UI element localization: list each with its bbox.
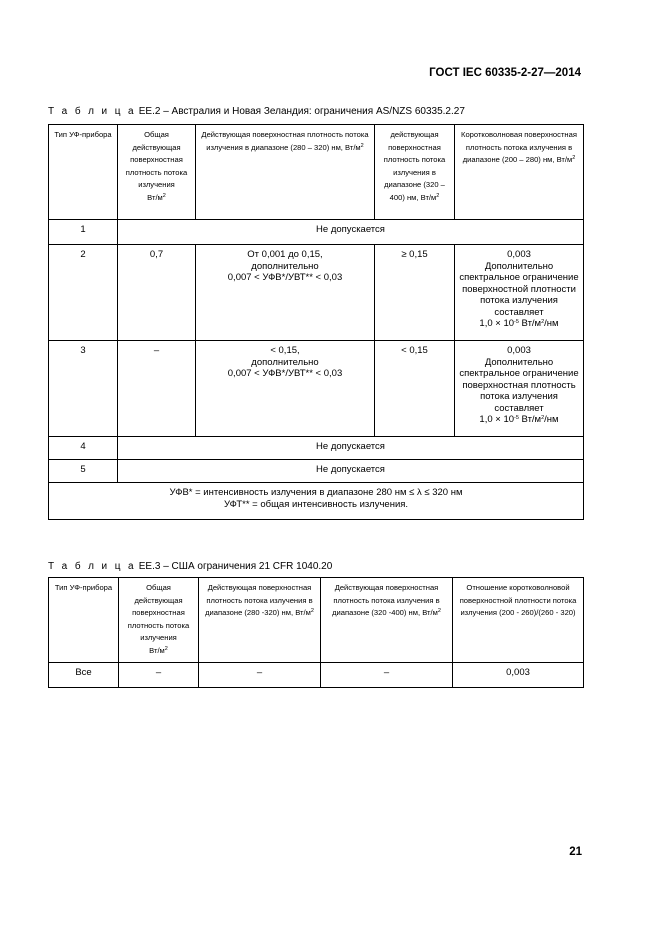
table2-header-320-400: Действующая поверхностная плотность потока излучения в диапазоне (320 -400) нм, $Вт/м^2$: [321, 578, 453, 663]
table1-r2-total: 0,7: [118, 245, 196, 341]
table1-r3-total: –: [118, 341, 196, 437]
table-ee2: [48, 124, 584, 520]
table1-header-200-280: Коротковолновая поверхностная плотность потока излучения в диапазоне (200 – 280) нм, $Вт/м^2$: [455, 125, 584, 220]
table2-row-320-400: –: [321, 663, 453, 688]
table1-header-total: Общая действующая поверхностная плотность потока излучения $Вт/м^2$: [118, 125, 196, 220]
table1-footnotes: [49, 483, 584, 520]
table1-r3-280-320: < 0,15, дополнительно 0,007 < УФВ*/УВТ** < 0,03: [196, 341, 375, 437]
table1-r1-merged: Не допускается: [118, 220, 584, 245]
table1-r5-merged: Не допускается: [118, 460, 584, 483]
table1-r2-200-280: 0,003 Дополнительно спектральное ограничение поверхностной плотности потока излучения составляет $1,0 \times 10^{-5}$ $Вт/м^2/нм$: [455, 245, 584, 341]
table2-header-row: [49, 578, 584, 663]
table-row: [49, 460, 584, 483]
table1-r3-200-280: 0,003 Дополнительно спектральное ограничение поверхностная плотность потока излучения составляет $1,0 \times 10^{-5}$ $Вт/м^2/нм$: [455, 341, 584, 437]
table1-r2-280-320: От 0,001 до 0,15, дополнительно 0,007 < УФВ*/УВТ** < 0,03: [196, 245, 375, 341]
document-standard-header: ГОСТ IEC 60335-2-27—2014: [429, 67, 581, 79]
table2-header-type: Тип УФ-прибора: [49, 578, 119, 663]
table1-r1-type: 1: [49, 220, 118, 245]
table2-header-280-320: Действующая поверхностная плотность потока излучения в диапазоне (280 -320) нм, $Вт/м^2$: [199, 578, 321, 663]
table2-row-type: Все: [49, 663, 119, 688]
table-row: [49, 220, 584, 245]
table2-header-total: Общая действующая поверхностная плотность потока излучения $Вт/м^2$: [119, 578, 199, 663]
table1-header-type: Тип УФ-прибора: [49, 125, 118, 220]
page-number: 21: [569, 846, 582, 858]
table1-header-280-320: Действующая поверхностная плотность потока излучения в диапазоне (280 – 320) нм, $Вт/м^2$: [196, 125, 375, 220]
table-row: [49, 663, 584, 688]
table1-footnote-row: [49, 483, 584, 520]
table1-caption: [48, 106, 465, 117]
table2-row-total: –: [119, 663, 199, 688]
table1-r4-type: 4: [49, 437, 118, 460]
table1-r3-320-400: < 0,15: [375, 341, 455, 437]
table2-header-ratio: Отношение коротковолновой поверхностной плотности потока излучения (200 - 260)/(260 - 320): [453, 578, 584, 663]
table1-header-320-400: действующая поверхностная плотность потока излучения в диапазоне (320 –400) нм, $Вт/м^2$: [375, 125, 455, 220]
table1-caption-text: ЕЕ.2 – Австралия и Новая Зеландия: ограничения AS/NZS 60335.2.27: [135, 106, 465, 117]
table1-header-row: [49, 125, 584, 220]
footnote-ufv: УФВ* = интенсивность излучения в диапазоне 280 нм ≤ λ ≤ 320 нм: [169, 487, 463, 498]
table2-caption-text: ЕЕ.3 – США ограничения 21 CFR 1040.20: [135, 561, 333, 572]
table2-caption: [48, 561, 332, 572]
table1-r5-type: 5: [49, 460, 118, 483]
footnote-uft: УФТ** = общая интенсивность излучения.: [223, 498, 409, 510]
table2-caption-label: Т а б л и ц а: [48, 561, 136, 572]
table1-r3-type: 3: [49, 341, 118, 437]
table-row: [49, 437, 584, 460]
table1-r2-type: 2: [49, 245, 118, 341]
table1-caption-label: Т а б л и ц а: [48, 106, 136, 117]
table2-row-ratio: 0,003: [453, 663, 584, 688]
table1-r2-320-400: ≥ 0,15: [375, 245, 455, 341]
table-row: [49, 245, 584, 341]
table2-row-280-320: –: [199, 663, 321, 688]
table-row: [49, 341, 584, 437]
table1-r4-merged: Не допускается: [118, 437, 584, 460]
table-ee3: [48, 577, 584, 688]
